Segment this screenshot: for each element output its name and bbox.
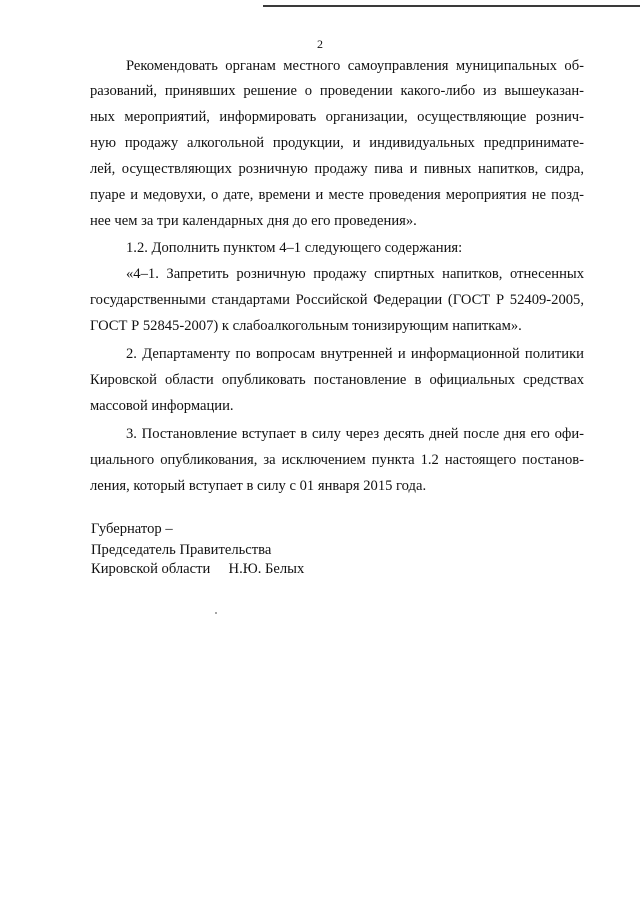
signature-title: Губернатор –: [91, 521, 173, 537]
text-line: лей, осуществляющих розничную продажу пива и пивных напитков, сидра,: [90, 161, 584, 177]
text-line: 2. Департаменту по вопросам внутренней и информационной политики: [126, 346, 584, 362]
text-line: ную продажу алкогольной продукции, и индивидуальных предпринимате-: [90, 135, 584, 151]
text-line: пуаре и медовухи, о дате, времени и месте проведения мероприятия не позд-: [90, 187, 584, 203]
scan-speck: [215, 612, 217, 614]
text-line: ления, который вступает в силу с 01 января 2015 года.: [90, 478, 427, 494]
text-line: ГОСТ Р 52845-2007) к слабоалкогольным тонизирующим напиткам».: [90, 318, 522, 334]
text-line: массовой информации.: [90, 398, 234, 414]
text-line: ных мероприятий, информировать организации, осуществляющие рознич-: [90, 109, 584, 125]
text-line: 1.2. Дополнить пунктом 4–1 следующего содержания:: [126, 240, 463, 256]
signature-name: Кировской области Н.Ю. Белых: [91, 561, 305, 577]
text-line: разований, принявших решение о проведении какого-либо из вышеуказан-: [90, 83, 584, 99]
text-line: нее чем за три календарных дня до его проведения».: [90, 213, 417, 229]
page-number: 2: [317, 37, 323, 51]
text-line: Кировской области опубликовать постановление в официальных средствах: [90, 372, 584, 388]
text-line: Рекомендовать органам местного самоуправления муниципальных об-: [126, 58, 584, 74]
text-line: 3. Постановление вступает в силу через десять дней после дня его офи-: [126, 426, 584, 442]
scan-artifact-line: [263, 5, 640, 7]
text-line: «4–1. Запретить розничную продажу спиртных напитков, отнесенных: [126, 266, 584, 282]
signature-position: Председатель Правительства: [91, 542, 272, 558]
text-line: циального опубликования, за исключением пункта 1.2 настоящего постанов-: [90, 452, 584, 468]
text-line: государственными стандартами Российской Федерации (ГОСТ Р 52409-2005,: [90, 292, 584, 308]
